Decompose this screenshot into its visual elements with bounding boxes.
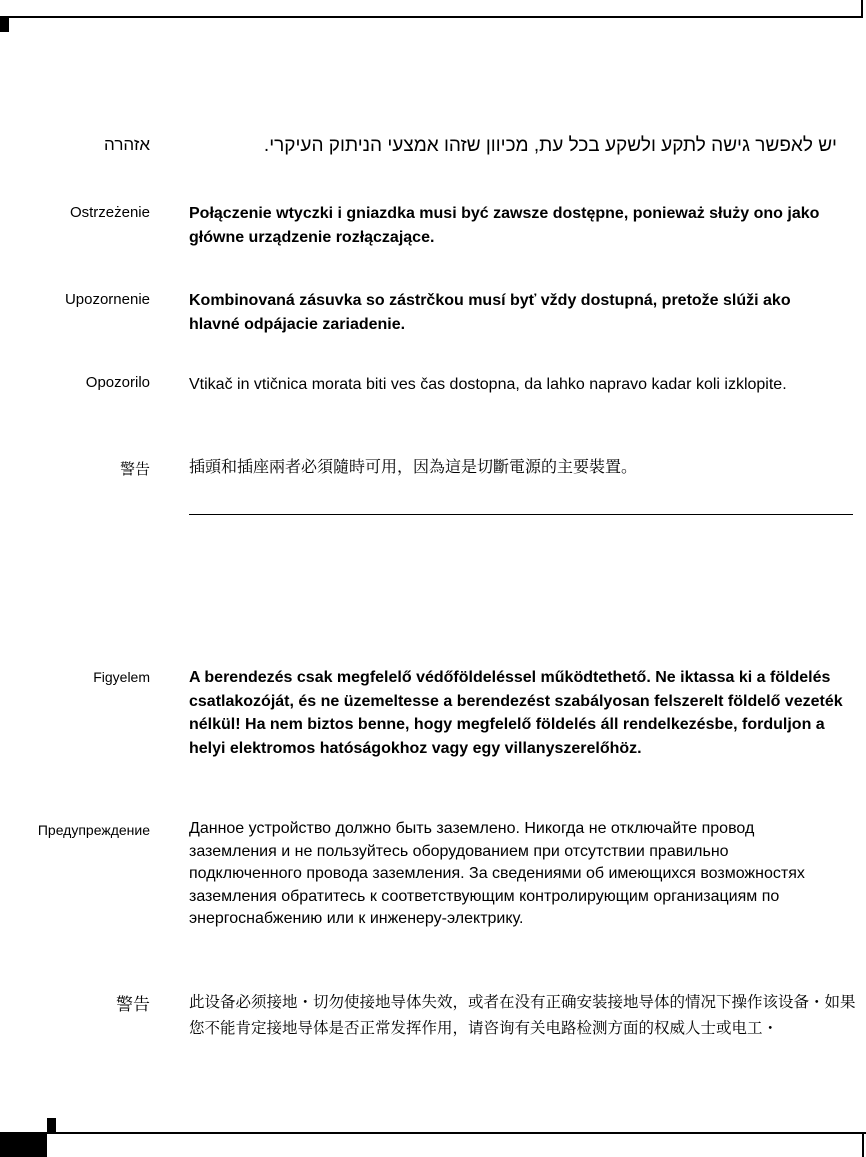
footer-page-block	[0, 1133, 47, 1157]
warning-label-chinese-simplified: 警告	[116, 995, 150, 1014]
warning-label-slovenian: Opozorilo	[85, 374, 150, 391]
warning-text-chinese-traditional: 插頭和插座兩者必須隨時可用，因為這是切斷電源的主要裝置。	[189, 459, 638, 476]
warning-text-polish: Połączenie wtyczki i gniazdka musi być zawsze dostępne, ponieważ służy ono jako główne urządzenie rozłączające.	[189, 205, 820, 246]
warning-text-hungarian: A berendezés csak megfelelő védőföldeléssel működtethető. Ne iktassa ki a földelés csatlakozóját, és ne üzemeltesse a berendezést szabályosan felszerelt földelő vezeték nélkül! Ha nem biztos benne, hogy megfelelő földelés áll rendelkezésbe, forduljon a helyi elektromos hatóságokhoz vagy egy villanyszerelőhöz.	[189, 669, 843, 757]
section-divider	[189, 514, 853, 515]
warning-label-hungarian: Figyelem	[93, 669, 150, 685]
header-corner-mark	[861, 0, 863, 18]
warning-text-russian: Данное устройство должно быть заземлено. Никогда не отключайте провод заземления и не пользуйтесь оборудованием при отсутствии правильно подключенного провода заземления. За сведениями об имеющихся возможностях заземления обратитесь к соответствующим контролирующим организациям по энергоснабжению или к инженеру-электрику.	[189, 820, 805, 927]
warning-label-polish: Ostrzeżenie	[69, 204, 150, 221]
footer-tab-mark	[47, 1118, 56, 1133]
header-tab-mark	[0, 18, 9, 32]
warning-text-hebrew: יש לאפשר גישה לתקע ולשקע בכל עת, מכיוון שזהו אמצעי הניתוק העיקרי.	[263, 135, 837, 156]
warning-label-hebrew: אזהרה	[104, 135, 150, 154]
warning-label-chinese-traditional: 警告	[119, 461, 150, 478]
warning-text-slovak: Kombinovaná zásuvka so zástrčkou musí byť vždy dostupná, pretože slúži ako hlavné odpájacie zariadenie.	[189, 292, 791, 333]
footer-corner-mark	[862, 1133, 864, 1157]
header-rule	[0, 16, 862, 18]
warning-label-russian: Предупреждение	[37, 822, 150, 838]
warning-text-slovenian: Vtikač in vtičnica morata biti ves čas dostopna, da lahko napravo kadar koli izklopite.	[189, 376, 787, 393]
warning-text-chinese-simplified: 此设备必须接地・切勿使接地导体失效，或者在没有正确安装接地导体的情况下操作该设备・如果您不能肯定接地导体是否正常发挥作用，请咨询有关电路检测方面的权威人士或电工・	[189, 994, 856, 1037]
warning-label-slovak: Upozornenie	[64, 291, 150, 308]
footer-rule	[0, 1132, 866, 1134]
